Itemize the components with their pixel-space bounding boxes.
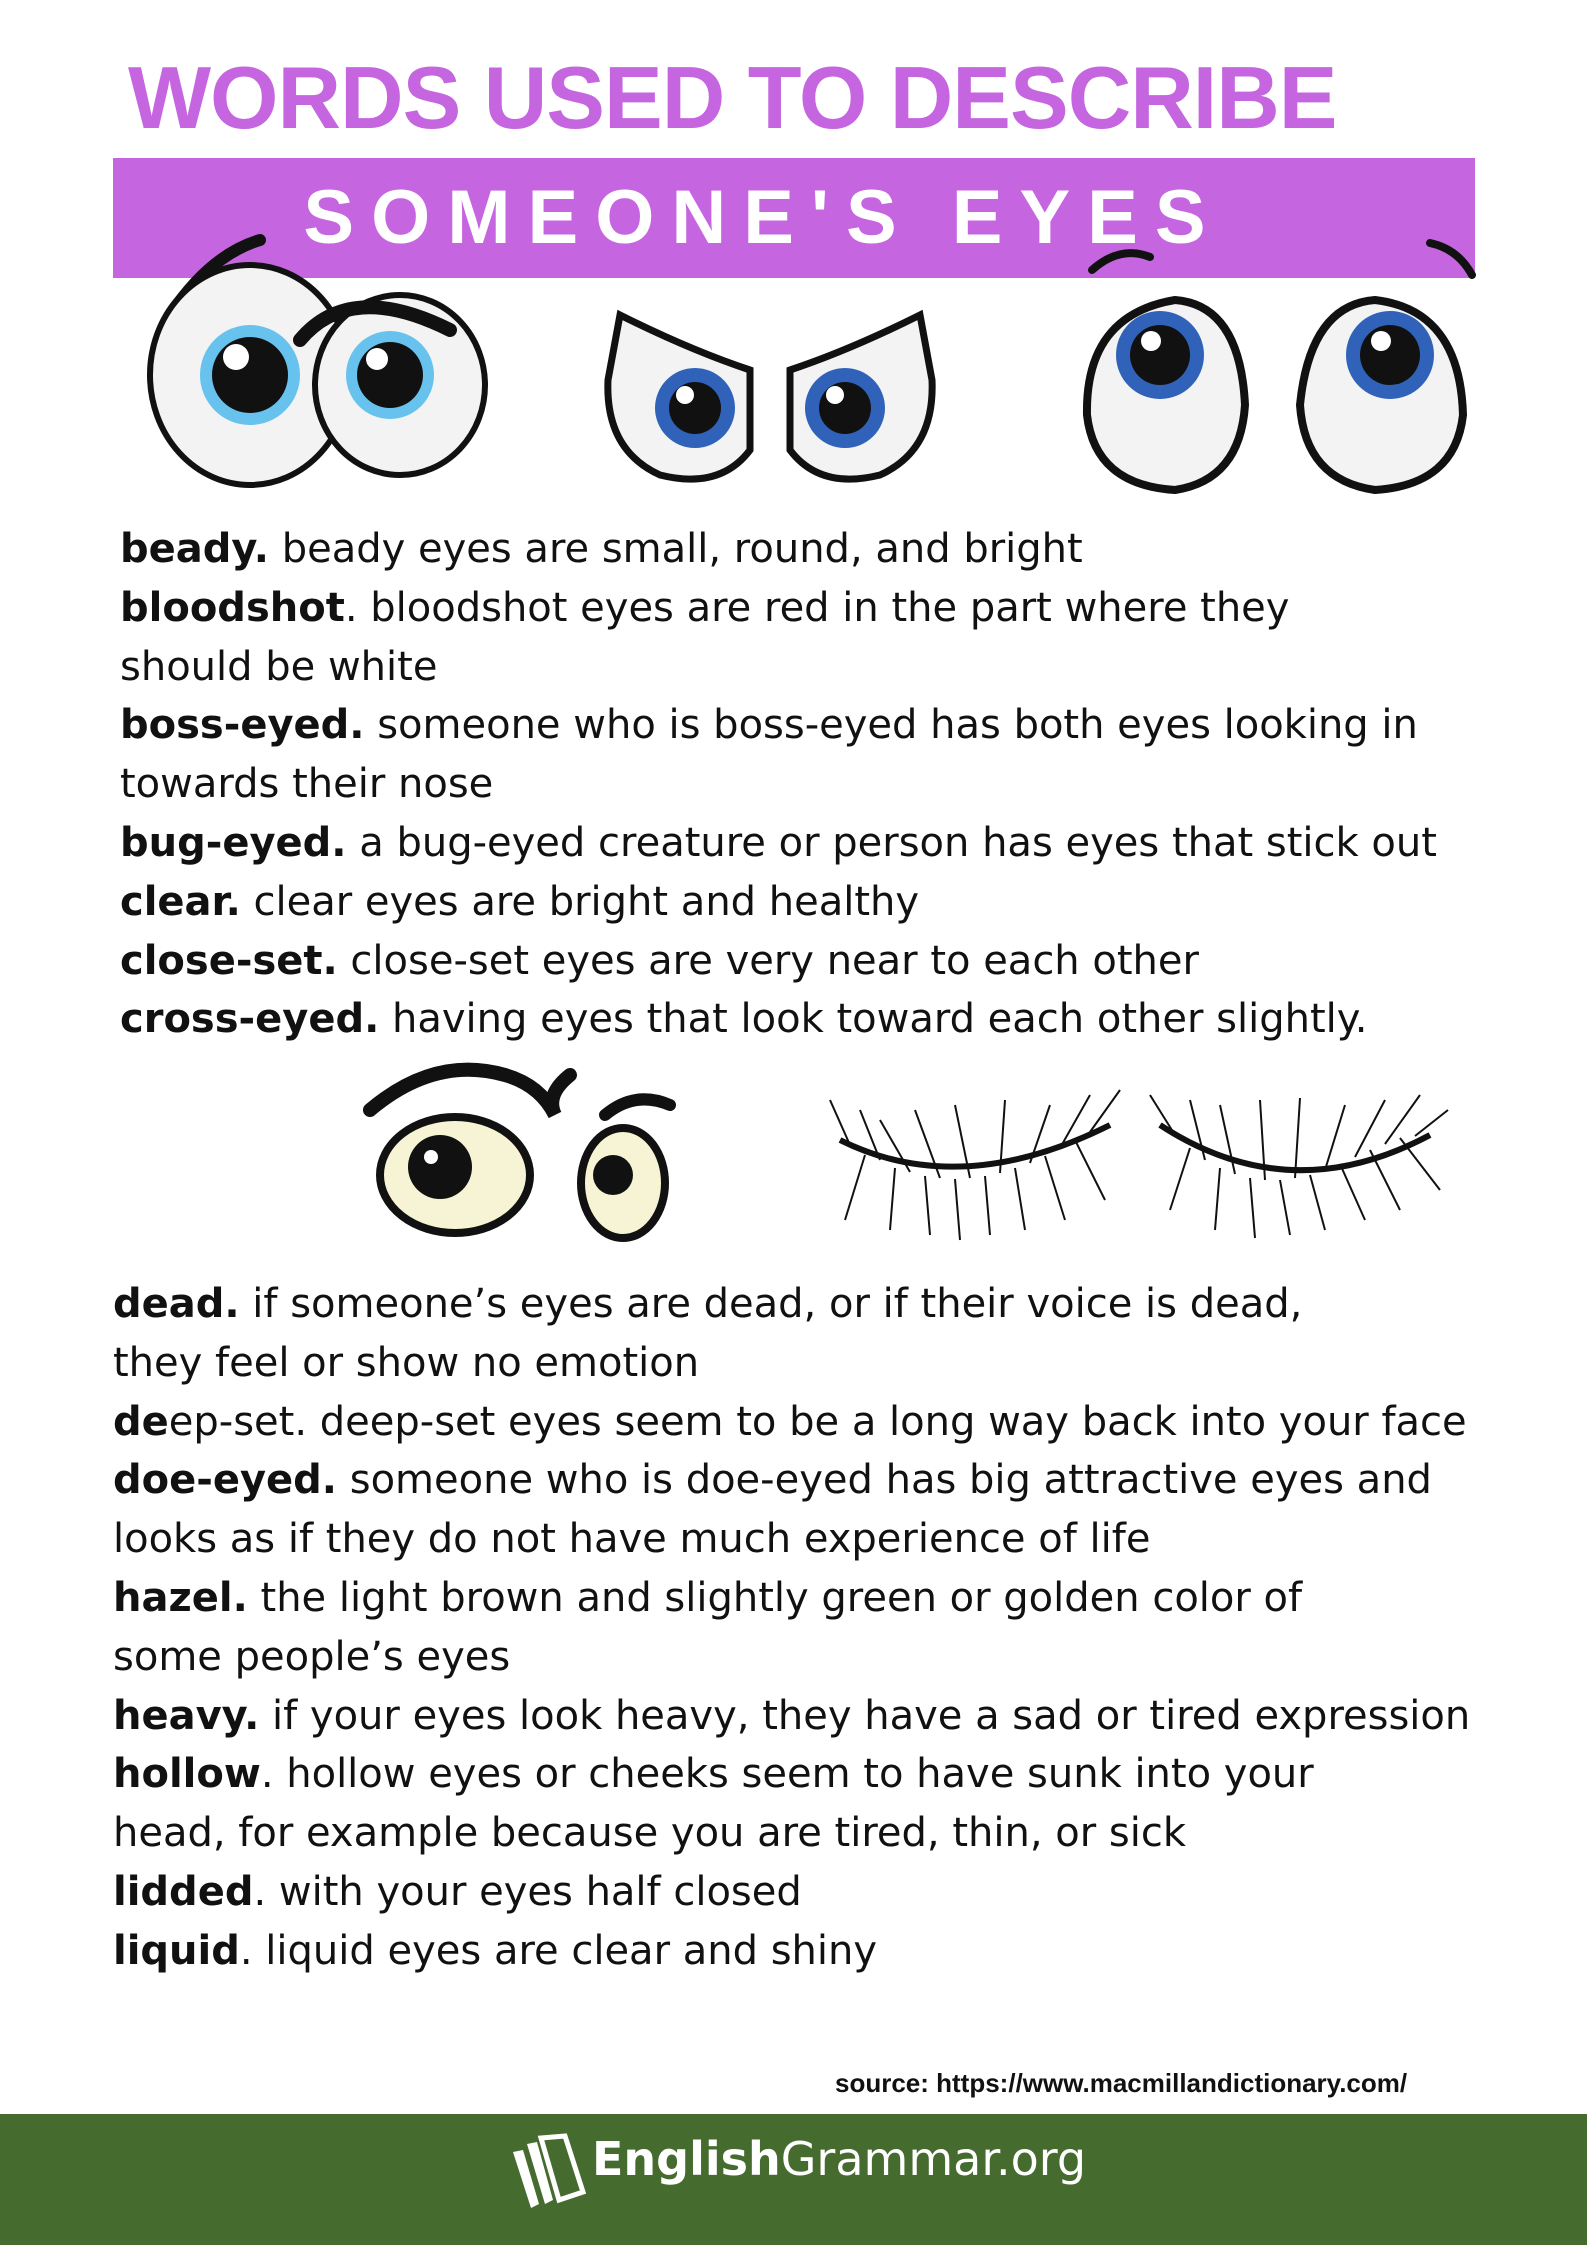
book-logo-icon: [505, 2130, 585, 2230]
term: liquid: [113, 1927, 240, 1974]
definition-entry: [113, 1451, 1453, 1569]
footer-logo: [592, 2094, 1086, 2225]
definition-text: having eyes that look toward each other slightly.: [379, 996, 1368, 1043]
source-citation: source: https://www.macmillandictionary.com/: [835, 2068, 1408, 2098]
definition-entry: [120, 873, 1460, 932]
term: close-set.: [120, 937, 338, 984]
eyebrow-accents-icon: [1080, 235, 1480, 295]
cartoon-angry-eyes-icon: [600, 300, 940, 490]
term: boss-eyed.: [120, 702, 365, 749]
definition-entry: [120, 579, 1420, 697]
term: cross-eyed.: [120, 996, 380, 1043]
definition-text: close-set eyes are very near to each other: [337, 937, 1199, 984]
definitions-bottom: [113, 1275, 1493, 1981]
term: heavy.: [113, 1692, 260, 1739]
eyelashes-icon: [820, 1080, 1450, 1245]
definition-entry: [113, 1275, 1313, 1393]
definitions-top: [120, 520, 1460, 1049]
term: hazel.: [113, 1574, 248, 1621]
definition-entry: [113, 1569, 1313, 1687]
term: lidded: [113, 1868, 254, 1915]
definition-entry: [113, 1687, 1493, 1746]
term: doe-eyed.: [113, 1457, 338, 1504]
definition-entry: [113, 1863, 1493, 1922]
cartoon-round-eyes-icon: [1075, 295, 1475, 505]
term: clear.: [120, 878, 241, 925]
definition-text: . bloodshot eyes are red in the part where they should be white: [120, 584, 1290, 690]
term: bloodshot: [120, 584, 345, 631]
term: hollow: [113, 1751, 261, 1798]
definition-text: . liquid eyes are clear and shiny: [239, 1927, 878, 1974]
definition-text: someone who is doe-eyed has big attractive eyes and looks as if they do not have much experience of life: [113, 1457, 1432, 1563]
term: dead.: [113, 1281, 240, 1327]
definition-entry: [120, 932, 1460, 991]
definition-entry: [113, 1745, 1433, 1863]
definition-text: a bug-eyed creature or person has eyes that stick out: [346, 819, 1437, 866]
page-subtitle: SOMEONE'S EYES: [303, 175, 1223, 260]
logo-bold-text: English: [592, 2132, 781, 2186]
definition-text: . hollow eyes or cheeks seem to have sunk into your head, for example because you are tired, thin, or sick: [113, 1751, 1314, 1857]
definition-text: if someone’s eyes are dead, or if their voice is dead, they feel or show no emotion: [113, 1281, 1303, 1386]
cartoon-eyebrows-eyes-icon: [365, 1055, 685, 1240]
definition-entry: [120, 696, 1420, 814]
definition-text: beady eyes are small, round, and bright: [268, 526, 1083, 572]
definition-text: someone who is boss-eyed has both eyes looking in towards their nose: [120, 702, 1418, 808]
definition-text: . with your eyes half closed: [253, 1868, 802, 1915]
definition-entry: [113, 1393, 1493, 1452]
logo-regular-text: Grammar.org: [780, 2132, 1087, 2186]
definition-entry: [120, 990, 1460, 1049]
term: de: [113, 1398, 169, 1445]
cartoon-big-eyes-icon: [150, 235, 460, 495]
definition-text: the light brown and slightly green or golden color of some people’s eyes: [113, 1574, 1303, 1680]
definition-entry: [113, 1922, 1493, 1981]
definition-text: if your eyes look heavy, they have a sad or tired expression: [259, 1692, 1471, 1739]
term: bug-eyed.: [120, 819, 347, 866]
definition-text: ep-set. deep-set eyes seem to be a long way back into your face: [168, 1398, 1467, 1445]
term: beady.: [120, 526, 269, 572]
definition-entry: [120, 520, 1460, 579]
page-title: WORDS USED TO DESCRIBE: [128, 48, 1337, 147]
definition-text: clear eyes are bright and healthy: [240, 878, 920, 925]
definition-entry: [120, 814, 1460, 873]
